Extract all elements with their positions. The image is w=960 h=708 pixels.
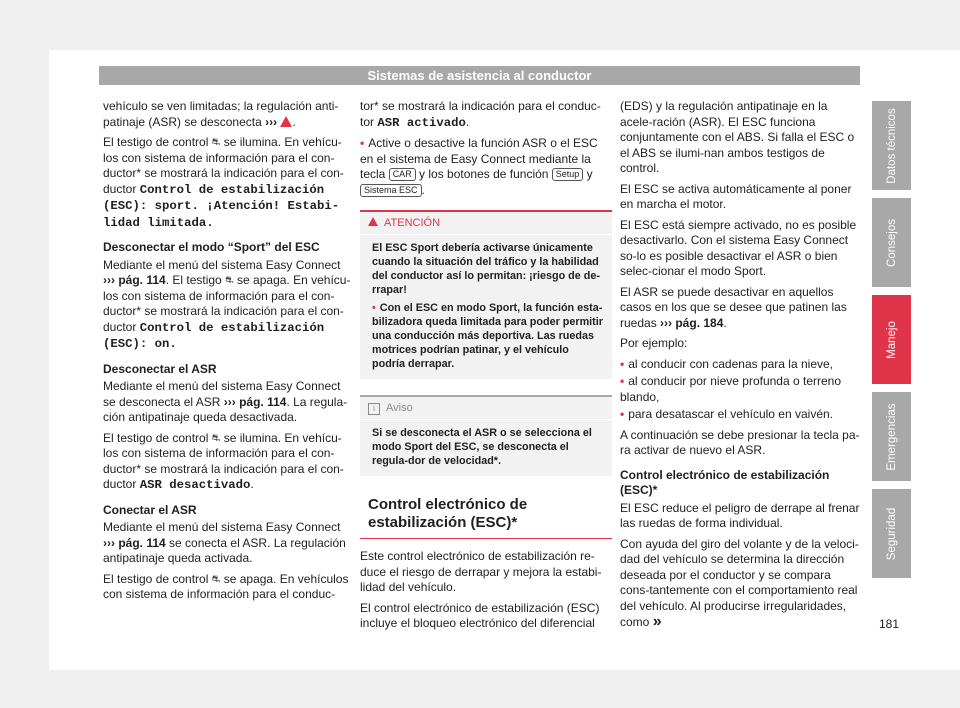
text: y los botones de función [415, 167, 552, 181]
warning-icon [280, 116, 292, 127]
text: se apaga. En vehículos con sistema de información para el conduc- [103, 571, 349, 601]
paragraph [620, 537, 860, 631]
tab-label: Manejo [885, 320, 898, 359]
text: . [250, 477, 254, 491]
warning-box [360, 210, 612, 379]
display-message: ASR desactivado [139, 478, 251, 492]
note-title: Aviso [386, 402, 413, 414]
tab-seguridad[interactable] [872, 489, 911, 578]
esc-warning-lamp-icon: ⛐ [211, 432, 221, 444]
esc-warning-lamp-icon: ⛐ [225, 275, 234, 286]
bullet-item [620, 407, 860, 423]
paragraph [103, 572, 353, 603]
paragraph [103, 379, 353, 426]
paragraph [103, 520, 353, 567]
note-box-body [360, 420, 612, 476]
warning-box-body [360, 235, 612, 379]
text: tor* se mostrará la indicación para el conduc-tor [360, 99, 601, 129]
bullet-text: para desatascar el vehículo en vaivén. [628, 407, 833, 421]
bullet-item [360, 136, 612, 198]
text: Mediante el menú del sistema Easy Connect se desconecta el ASR [103, 379, 341, 409]
page-header: Sistemas de asistencia al conductor [99, 66, 860, 85]
paragraph [103, 431, 353, 494]
text: se conecta el ASR. La regulación antipatinaje queda activada. [103, 535, 346, 565]
tab-label: Seguridad [885, 507, 898, 560]
bullet-icon: • [620, 407, 625, 421]
text: se apaga. En vehícu-los con sistema de información para el con-ductor* se mostrará la indicación para el con-ductor [103, 273, 351, 334]
note-box-header [360, 397, 612, 420]
text: Con ayuda del giro del volante y de la veloci-dad del vehículo se determina la dirección deseada por el conductor y se compara cons-tantemente con el comportamiento real del vehículo. Al producirse irregularidades, como [620, 536, 859, 629]
text: El testigo de control [103, 135, 212, 149]
paragraph: El ESC reduce el peligro de derrape al frenar las ruedas de forma individual. [620, 500, 860, 530]
warning-text: El ESC Sport debería activarse únicamente cuando la situación del tráfico y la habilidad del conductor así lo permitan: ¡riesgo de de-rrapar! [372, 242, 600, 296]
tab-label: Consejos [885, 218, 898, 267]
text: . [723, 315, 727, 330]
text: se ilumina. En vehícu-los con sistema de información para el con-ductor* se mostrará la indicación para el con-ductor [103, 430, 344, 491]
bullet-icon: • [620, 374, 625, 388]
column-3 [620, 99, 860, 636]
paragraph [360, 99, 612, 131]
text: Active o desactive la función ASR o el ESC en el sistema de Easy Connect mediante la tecla [360, 136, 598, 181]
display-message: Control de estabilización (ESC): sport. ¡Atención! Estabi-lidad limitada. [103, 182, 340, 230]
text: Mediante el menú del sistema Easy Connect [103, 257, 341, 272]
display-message: ASR activado [377, 115, 466, 130]
info-icon: i [368, 403, 380, 415]
reference-arrows[interactable]: ››› [265, 114, 278, 129]
page-reference-link[interactable]: ››› pág. 114 [223, 394, 287, 409]
text: . [465, 114, 470, 129]
paragraph: El ESC se activa automáticamente al poner en marcha el motor. [620, 181, 852, 211]
text: El ASR se puede desactivar en aquellos casos en los que se desee que patinen las ruedas [620, 284, 847, 330]
page-reference-link[interactable]: ››› pág. 114 [103, 535, 166, 550]
bullet-item [620, 374, 860, 405]
text: y [583, 167, 593, 181]
tab-manejo[interactable] [872, 295, 911, 384]
warning-title: ATENCIÓN [384, 217, 441, 229]
text: . La regula-ción antipatinaje queda desactivada. [103, 394, 348, 424]
tab-label: Emergencias [885, 402, 898, 471]
text: Mediante el menú del sistema Easy Connect [103, 520, 341, 534]
sistema-esc-key[interactable]: Sistema ESC [360, 184, 422, 197]
paragraph [103, 258, 353, 353]
warning-bullet [372, 301, 604, 371]
paragraph: A continuación se debe presionar la tecla pa-ra activar de nuevo el ASR. [620, 427, 860, 457]
text: . [421, 182, 425, 197]
bullet-text: al conducir por nieve profunda o terreno blando, [620, 374, 842, 404]
page-reference-link[interactable]: ››› pág. 184 [660, 315, 724, 330]
note-text: Si se desconecta el ASR o se selecciona el modo Sport del ESC, se desconecta el regula-dor de velocidad*. [372, 427, 592, 467]
column-1 [103, 99, 353, 608]
bullet-icon: • [620, 356, 625, 371]
esc-warning-lamp-icon: ⛐ [211, 137, 221, 148]
car-key[interactable]: CAR [389, 168, 416, 181]
paragraph [620, 285, 860, 332]
subheading: Desconectar el modo “Sport” del ESC [103, 240, 320, 254]
text: . El testigo [165, 273, 226, 287]
display-message: Control de estabilización (ESC): on. [103, 320, 325, 351]
setup-key[interactable]: Setup [552, 168, 584, 181]
paragraph: vehículo se ven limitadas; la regulación anti-patinaje (ASR) se desconecta ››› . [103, 99, 339, 129]
text: El testigo de control [103, 430, 212, 445]
warning-icon [368, 217, 378, 226]
subheading: Conectar el ASR [103, 502, 197, 517]
subheading: Desconectar el ASR [103, 361, 217, 376]
note-box [360, 395, 612, 476]
warning-text: Con el ESC en modo Sport, la función esta-bilizadora queda limitada para poder permitir una conducción más deportiva. Las ruedas motrices podrían patinar, y el vehículo podría derrapar. [372, 302, 603, 370]
bullet-icon: • [360, 136, 365, 150]
tab-emergencias[interactable] [872, 392, 911, 481]
esc-warning-lamp-icon: ⛐ [211, 573, 221, 585]
column-2 [360, 99, 612, 637]
paragraph: (EDS) y la regulación antipatinaje en la acele-ración (ASR). El ESC funciona conjuntamente con el ABS. Si falla el ESC o el ABS se ilumi-nan ambos testigos de control. [620, 99, 855, 175]
continue-arrow-icon: » [652, 613, 662, 630]
tab-consejos[interactable] [872, 198, 911, 287]
paragraph: El control electrónico de estabilización (ESC) incluye el bloqueo electrónico del diferencial [360, 600, 600, 630]
paragraph: El ESC está siempre activado, no es posible desactivarlo. Con el sistema Easy Connect so-lo es posible desactivar el ASR o bien selec-cionar el modo Sport. [620, 217, 857, 278]
paragraph: Por ejemplo: [620, 336, 688, 350]
page-number: 181 [878, 617, 900, 631]
text: vehículo se ven limitadas; la regulación anti-patinaje (ASR) se desconecta [103, 99, 339, 129]
tab-label: Datos técnicos [885, 107, 898, 184]
bullet-item [620, 357, 860, 373]
subheading: Control electrónico de estabilización (ESC)* [620, 467, 830, 497]
paragraph [103, 135, 353, 231]
section-title: Control electrónico de estabilización (ESC)* [360, 496, 612, 539]
warning-box-header [360, 212, 612, 235]
text: El testigo de control [103, 571, 212, 586]
paragraph: Este control electrónico de estabilización re-duce el riesgo de derrapar y mejora la estabi-lidad del vehículo. [360, 549, 602, 594]
page-reference-link[interactable]: ››› pág. 114 [103, 273, 166, 287]
tab-datos-tecnicos[interactable] [872, 101, 911, 190]
text: se ilumina. En vehícu-los con sistema de información para el con-ductor* se mostrará la indicación para el con-ductor [103, 135, 344, 196]
bullet-text: al conducir con cadenas para la nieve, [628, 356, 833, 371]
bullet-icon: • [372, 302, 376, 314]
